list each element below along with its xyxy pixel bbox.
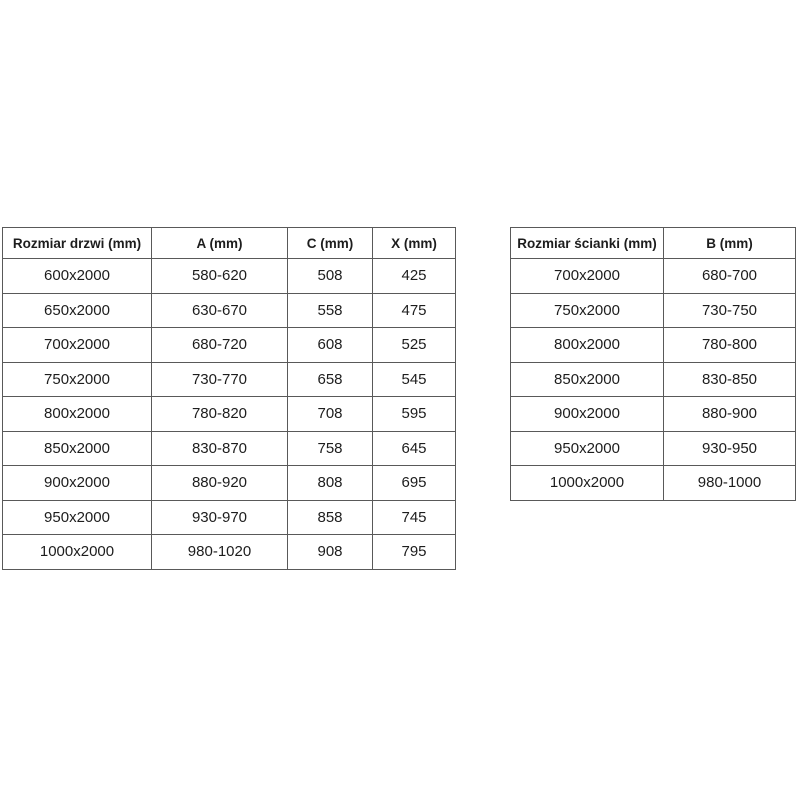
table-row bbox=[511, 328, 796, 363]
table-row bbox=[3, 466, 456, 501]
table-cell: 950x2000 bbox=[3, 500, 152, 535]
table-cell: 475 bbox=[373, 293, 456, 328]
table-cell: 645 bbox=[373, 431, 456, 466]
table-cell: 980-1020 bbox=[152, 535, 288, 570]
table-cell: 425 bbox=[373, 259, 456, 294]
table-row bbox=[511, 466, 796, 501]
table-cell: 800x2000 bbox=[3, 397, 152, 432]
table-cell: 908 bbox=[288, 535, 373, 570]
column-header: Rozmiar ścianki (mm) bbox=[511, 228, 664, 259]
table-row bbox=[511, 259, 796, 294]
table-cell: 930-970 bbox=[152, 500, 288, 535]
table-row bbox=[511, 431, 796, 466]
table-cell: 680-720 bbox=[152, 328, 288, 363]
table-row bbox=[511, 397, 796, 432]
table-cell: 630-670 bbox=[152, 293, 288, 328]
table-cell: 950x2000 bbox=[511, 431, 664, 466]
table-cell: 750x2000 bbox=[3, 362, 152, 397]
table-cell: 830-870 bbox=[152, 431, 288, 466]
table-cell: 700x2000 bbox=[511, 259, 664, 294]
table-cell: 730-750 bbox=[664, 293, 796, 328]
table-cell: 1000x2000 bbox=[511, 466, 664, 501]
header-row bbox=[511, 228, 796, 259]
table-cell: 730-770 bbox=[152, 362, 288, 397]
table-cell: 758 bbox=[288, 431, 373, 466]
header-row bbox=[3, 228, 456, 259]
table-row bbox=[3, 362, 456, 397]
table-cell: 508 bbox=[288, 259, 373, 294]
table-cell: 700x2000 bbox=[3, 328, 152, 363]
table-row bbox=[3, 259, 456, 294]
table-cell: 695 bbox=[373, 466, 456, 501]
table-row bbox=[511, 362, 796, 397]
table-cell: 780-800 bbox=[664, 328, 796, 363]
table-cell: 525 bbox=[373, 328, 456, 363]
wall-size-table bbox=[510, 227, 796, 501]
table-row bbox=[3, 500, 456, 535]
table-cell: 880-900 bbox=[664, 397, 796, 432]
table-cell: 680-700 bbox=[664, 259, 796, 294]
table-row bbox=[511, 293, 796, 328]
table-cell: 600x2000 bbox=[3, 259, 152, 294]
table-cell: 750x2000 bbox=[511, 293, 664, 328]
column-header: B (mm) bbox=[664, 228, 796, 259]
table-cell: 808 bbox=[288, 466, 373, 501]
table-cell: 830-850 bbox=[664, 362, 796, 397]
table-cell: 650x2000 bbox=[3, 293, 152, 328]
table-cell: 780-820 bbox=[152, 397, 288, 432]
table-cell: 850x2000 bbox=[3, 431, 152, 466]
table-cell: 658 bbox=[288, 362, 373, 397]
table-cell: 580-620 bbox=[152, 259, 288, 294]
column-header: A (mm) bbox=[152, 228, 288, 259]
table-cell: 708 bbox=[288, 397, 373, 432]
table-cell: 608 bbox=[288, 328, 373, 363]
table-cell: 930-950 bbox=[664, 431, 796, 466]
table-cell: 745 bbox=[373, 500, 456, 535]
table-cell: 858 bbox=[288, 500, 373, 535]
table-row bbox=[3, 293, 456, 328]
door-size-table bbox=[2, 227, 456, 570]
column-header: X (mm) bbox=[373, 228, 456, 259]
table-cell: 795 bbox=[373, 535, 456, 570]
table-cell: 558 bbox=[288, 293, 373, 328]
column-header: Rozmiar drzwi (mm) bbox=[3, 228, 152, 259]
table-cell: 980-1000 bbox=[664, 466, 796, 501]
table-row bbox=[3, 535, 456, 570]
table-cell: 1000x2000 bbox=[3, 535, 152, 570]
table-cell: 800x2000 bbox=[511, 328, 664, 363]
table-cell: 880-920 bbox=[152, 466, 288, 501]
table-cell: 900x2000 bbox=[3, 466, 152, 501]
table-cell: 595 bbox=[373, 397, 456, 432]
table-row bbox=[3, 431, 456, 466]
table-cell: 850x2000 bbox=[511, 362, 664, 397]
table-cell: 545 bbox=[373, 362, 456, 397]
column-header: C (mm) bbox=[288, 228, 373, 259]
table-cell: 900x2000 bbox=[511, 397, 664, 432]
table-row bbox=[3, 328, 456, 363]
table-row bbox=[3, 397, 456, 432]
